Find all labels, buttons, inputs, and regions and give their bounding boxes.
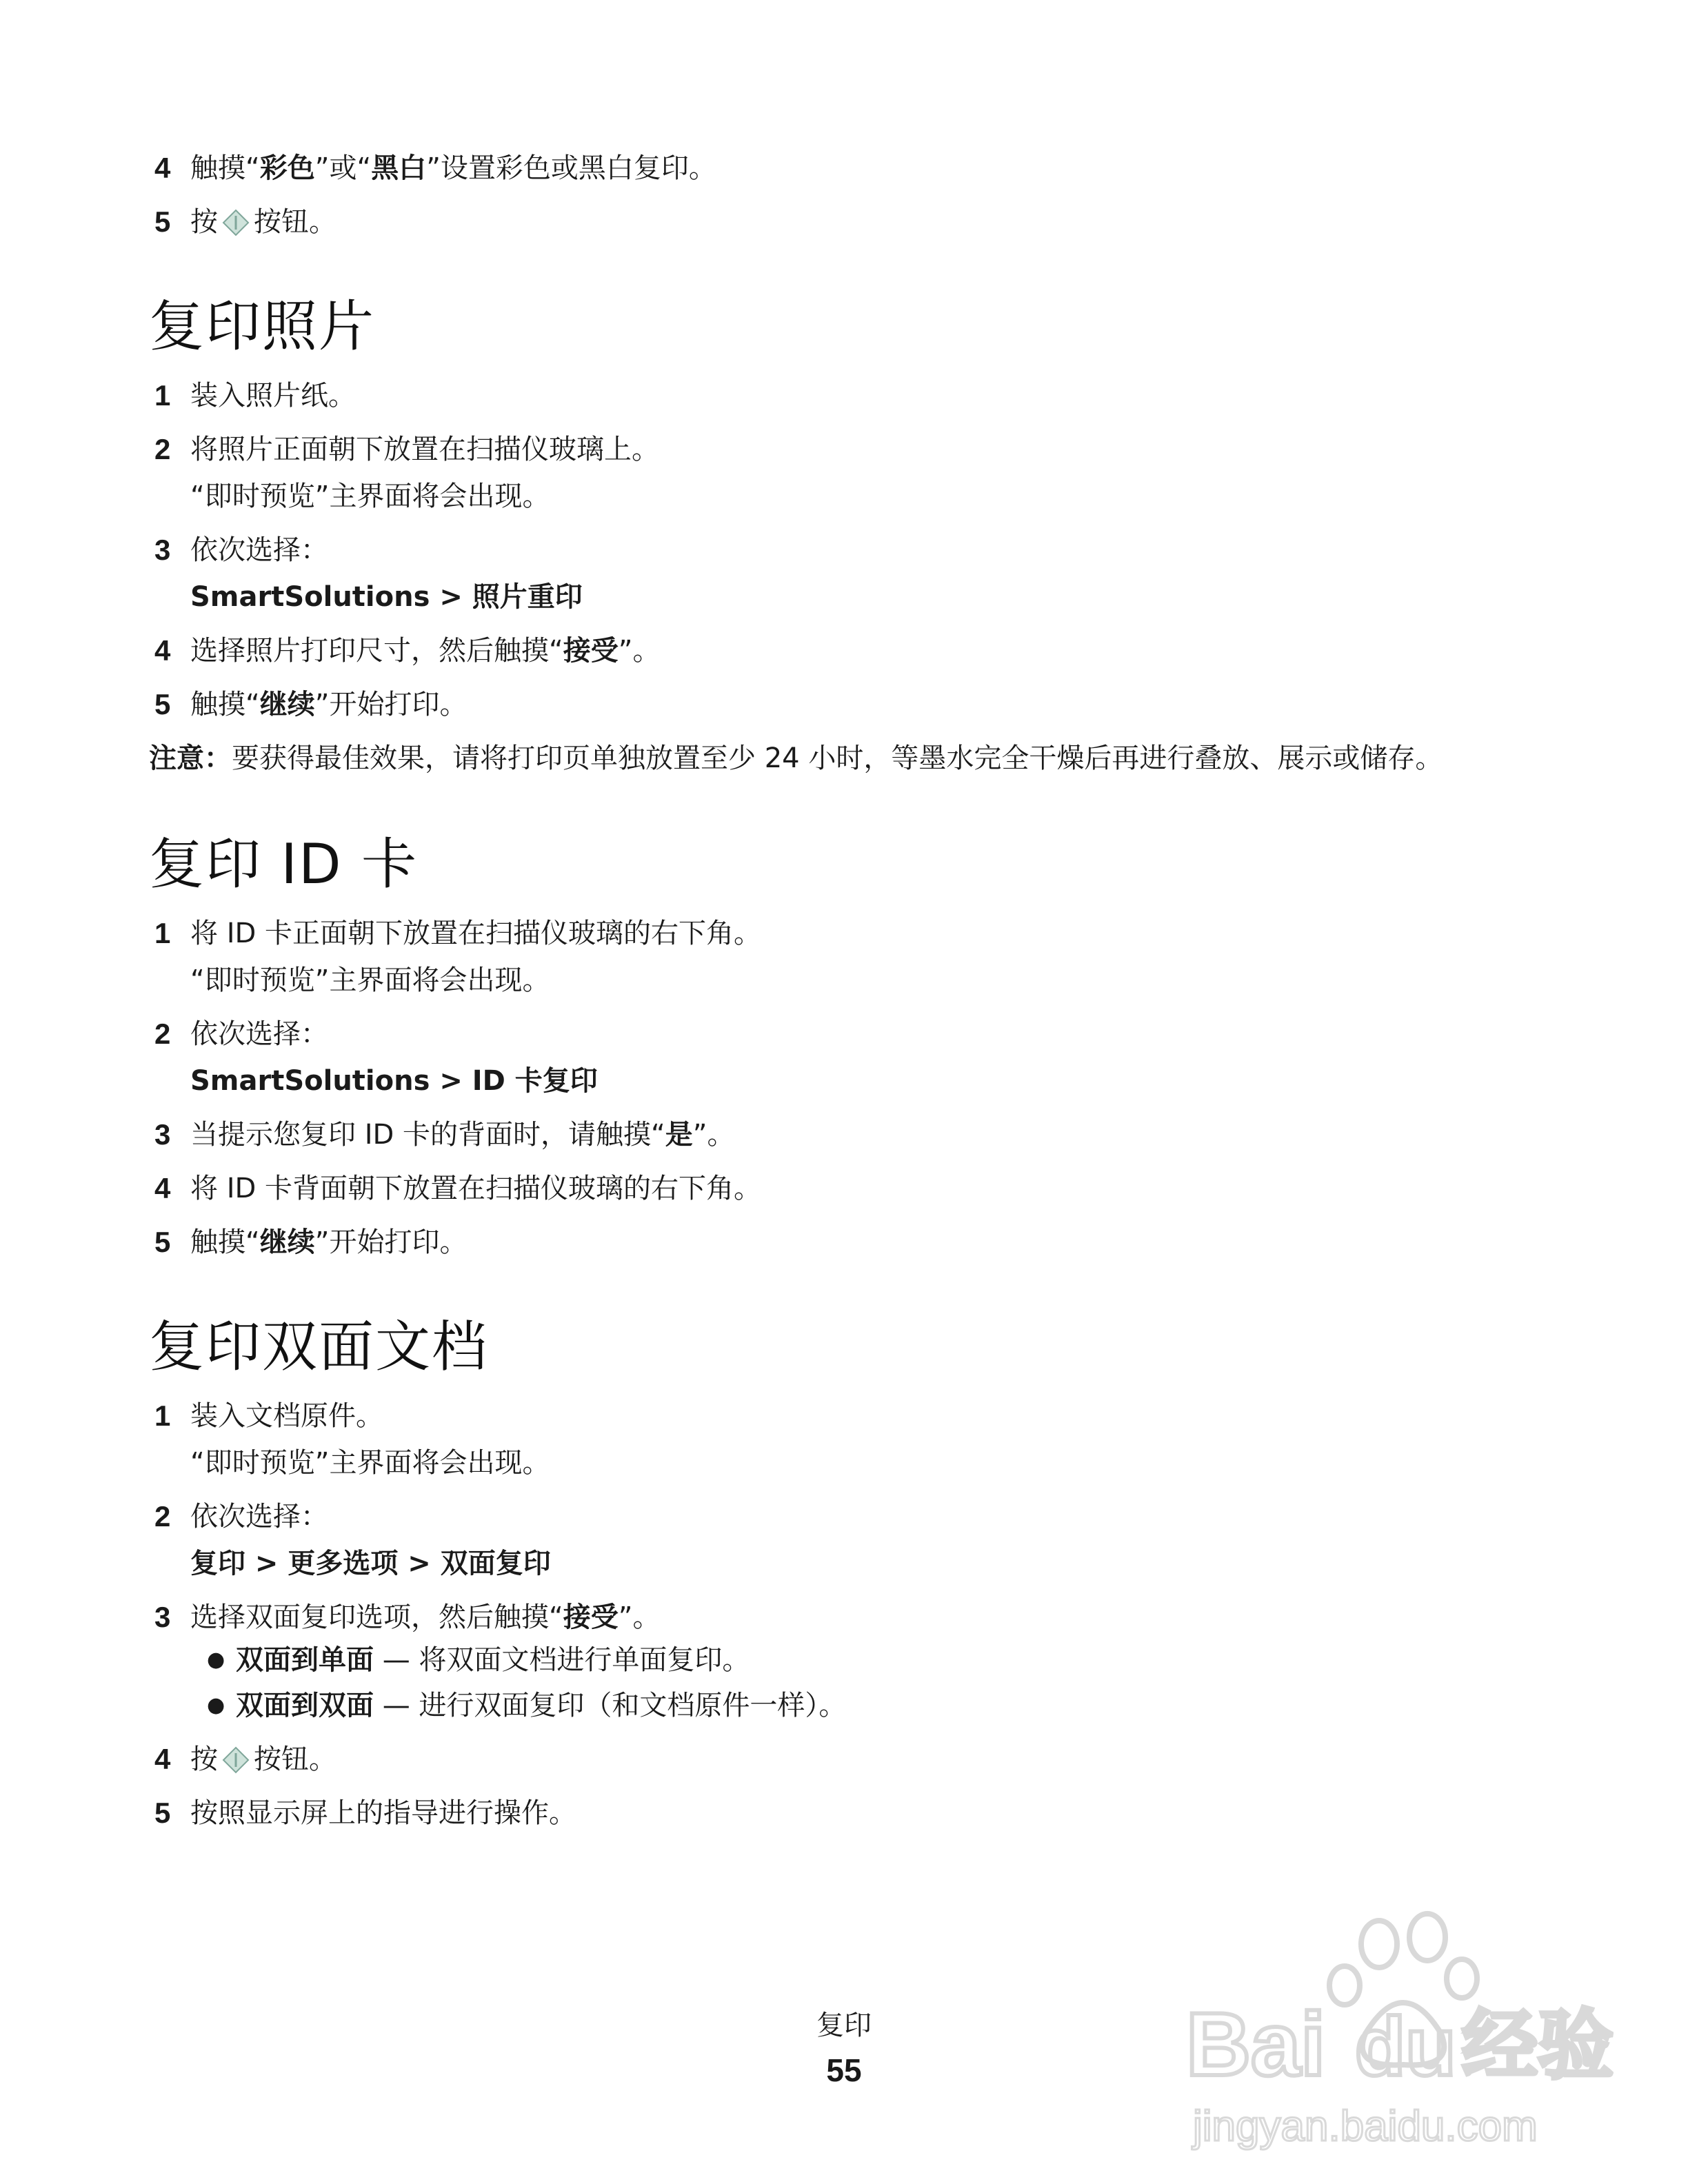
menu-path: SmartSolutions xyxy=(190,581,430,613)
accept-option: 接受 xyxy=(563,635,619,667)
step-text: ”设置彩色或黑白复印。 xyxy=(426,152,716,184)
step-text: 按钮。 xyxy=(254,206,336,238)
step-text: 依次选择： xyxy=(190,534,328,566)
page-number: 55 xyxy=(826,2052,862,2088)
step-text: ”。 xyxy=(692,1119,735,1151)
step-text: 当提示您复印 ID 卡的背面时，请触摸“ xyxy=(190,1119,665,1151)
step-text: ”或“ xyxy=(314,152,372,184)
accept-option: 接受 xyxy=(563,1601,619,1633)
step-text: 按 xyxy=(190,206,218,238)
step-text: 装入文档原件。 xyxy=(190,1400,383,1432)
menu-path: SmartSolutions xyxy=(190,1065,430,1097)
menu-sep: > xyxy=(430,581,472,613)
step-number: 5 xyxy=(154,1226,171,1258)
step-text: ”。 xyxy=(618,1601,661,1633)
step-text: 触摸“ xyxy=(190,689,260,720)
step-number: 4 xyxy=(154,152,171,184)
step-text: 将照片正面朝下放置在扫描仪玻璃上。 xyxy=(190,434,659,465)
step-number: 5 xyxy=(154,205,171,238)
step-text: 触摸“ xyxy=(190,1226,260,1258)
step-number: 2 xyxy=(154,1500,171,1533)
step-number: 4 xyxy=(154,634,171,667)
step-text: 依次选择： xyxy=(190,1018,328,1050)
step-number: 2 xyxy=(154,1018,171,1050)
step-text: 依次选择： xyxy=(190,1501,328,1533)
step-number: 1 xyxy=(154,1399,171,1432)
step-note: “即时预览”主界面将会出现。 xyxy=(190,1447,550,1479)
step-text: ”。 xyxy=(618,635,661,667)
bw-option: 黑白 xyxy=(371,152,427,184)
option-desc: — 将双面文档进行单面复印。 xyxy=(374,1644,750,1676)
color-option: 彩色 xyxy=(259,152,315,184)
note-text: 要获得最佳效果，请将打印页单独放置至少 24 小时，等墨水完全干燥后再进行叠放、展示或储存。 xyxy=(232,742,1443,774)
step-text: 将 ID 卡背面朝下放置在扫描仪玻璃的右下角。 xyxy=(190,1173,762,1204)
menu-path: 照片重印 xyxy=(472,581,583,613)
step-text: 按 xyxy=(190,1743,218,1775)
step-text: 触摸“ xyxy=(190,152,260,184)
baidu-jingyan-watermark xyxy=(1172,1903,1614,2158)
step-text: ”开始打印。 xyxy=(314,1226,468,1258)
option-name: 双面到双面 xyxy=(236,1690,374,1721)
step-number: 3 xyxy=(154,1601,171,1633)
step-note: “即时预览”主界面将会出现。 xyxy=(190,481,550,512)
step-number: 5 xyxy=(154,1797,171,1829)
step-text: 按照显示屏上的指导进行操作。 xyxy=(190,1797,576,1829)
watermark-brand2: du xyxy=(1355,2001,1456,2093)
footer-chapter-title: 复印 xyxy=(816,2010,872,2041)
start-diamond-icon xyxy=(222,1746,250,1774)
step-note: “即时预览”主界面将会出现。 xyxy=(190,964,550,996)
step-number: 3 xyxy=(154,534,171,566)
step-text: 按钮。 xyxy=(254,1743,336,1775)
menu-path: 复印 > 更多选项 > 双面复印 xyxy=(190,1548,551,1579)
menu-path: ID 卡复印 xyxy=(472,1065,598,1097)
step-text: 选择双面复印选项，然后触摸“ xyxy=(190,1601,563,1633)
watermark-brand: Bai xyxy=(1186,1994,1326,2094)
step-text: ”开始打印。 xyxy=(314,689,468,720)
watermark-cn: 经验 xyxy=(1462,2001,1614,2090)
step-number: 4 xyxy=(154,1172,171,1204)
step-number: 4 xyxy=(154,1743,171,1775)
continue-option: 继续 xyxy=(259,689,315,720)
step-number: 5 xyxy=(154,688,171,720)
step-number: 1 xyxy=(154,379,171,412)
yes-option: 是 xyxy=(665,1119,693,1151)
menu-sep: > xyxy=(430,1065,472,1097)
section-title-copy-photo: 复印照片 xyxy=(149,294,375,358)
start-diamond-icon xyxy=(222,209,250,236)
watermark-url: jingyan.baidu.com xyxy=(1193,2103,1538,2150)
bullet-icon: ● xyxy=(207,1648,225,1672)
note-label: 注意： xyxy=(149,742,232,774)
bullet-icon: ● xyxy=(207,1693,225,1717)
continue-option: 继续 xyxy=(259,1226,315,1258)
option-desc: — 进行双面复印（和文档原件一样）。 xyxy=(374,1690,847,1721)
step-number: 1 xyxy=(154,917,171,949)
step-text: 将 ID 卡正面朝下放置在扫描仪玻璃的右下角。 xyxy=(190,918,762,949)
section-title-copy-id: 复印 ID 卡 xyxy=(149,832,419,896)
photo-note xyxy=(149,739,1443,778)
step-number: 2 xyxy=(154,433,171,465)
step-text: 装入照片纸。 xyxy=(190,380,356,412)
section-title-copy-duplex: 复印双面文档 xyxy=(149,1315,488,1379)
step-text: 选择照片打印尺寸，然后触摸“ xyxy=(190,635,563,667)
step-number: 3 xyxy=(154,1118,171,1151)
option-name: 双面到单面 xyxy=(236,1644,374,1676)
